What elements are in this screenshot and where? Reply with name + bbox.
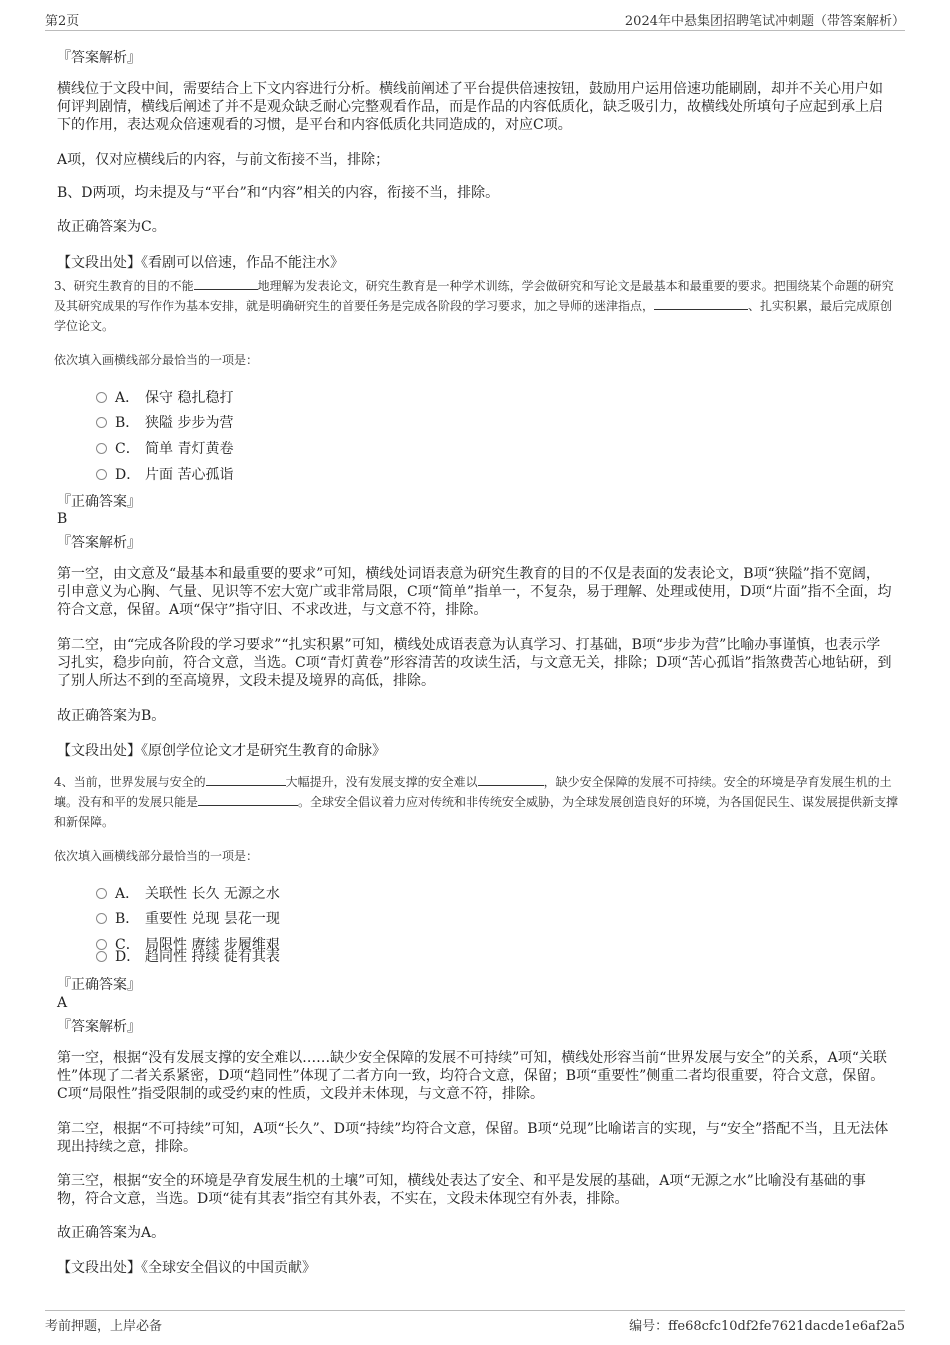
blank-line: [194, 277, 258, 290]
q3-answer-label: 『正确答案』: [57, 494, 141, 510]
q3-source: 【文段出处】《原创学位论文才是研究生教育的命脉》: [57, 743, 386, 759]
q3-prompt: 依次填入画横线部分最恰当的一项是：: [54, 353, 259, 367]
radio-icon[interactable]: [96, 392, 107, 403]
radio-icon[interactable]: [96, 888, 107, 899]
q4-conclusion: 故正确答案为A。: [57, 1225, 166, 1241]
q4-source: 【文段出处】《全球安全倡议的中国贡献》: [57, 1260, 316, 1276]
q3-analysis-para1: 第一空，由文意及“最基本和最重要的要求”可知，横线处词语表意为研究生教育的目的不仅是表面的发表论文，B项“狭隘”指不宽阔，引申意义为心胸、气量、见识等不宏大宽广或非常局限，C项“简单”指单一，不复杂，易于理解、处理或使用，D项“片面”指不全面，均符合文意，保留。A项“保守”指守旧、不求改进，与文意不符，排除。: [57, 566, 892, 618]
q4-answer: A: [57, 995, 68, 1011]
page-number: 第2页: [45, 14, 80, 29]
radio-icon[interactable]: [96, 443, 107, 454]
q2-analysis-para1: 横线位于文段中间，需要结合上下文内容进行分析。横线前阐述了平台提供倍速按钮，鼓励用户运用倍速功能刷剧，却并不关心用户如何评判剧情，横线后阐述了并不是观众缺乏耐心完整观看作品，而是作品的内容低质化，缺乏吸引力，故横线处所填句子应起到承上启下的作用，表达观众倍速观看的习惯，是平台和内容低质化共同造成的，对应C项。: [57, 81, 883, 133]
blank-line: [206, 773, 286, 786]
q4-option-d[interactable]: D． 趋同性 持续 徒有其表: [96, 946, 280, 966]
q2-analysis-para3: B、D两项，均未提及与“平台”和“内容”相关的内容，衔接不当，排除。: [57, 185, 500, 201]
blank-line: [478, 773, 544, 786]
q4-option-a[interactable]: A． 关联性 长久 无源之水: [96, 883, 280, 903]
q3-option-b[interactable]: B． 狭隘 步步为营: [96, 412, 233, 432]
q3-analysis-para2: 第二空，由“完成各阶段的学习要求”“扎实积累”可知，横线处成语表意为认真学习、打基础，B项“步步为营”比喻办事谨慎，也表示学习扎实，稳步向前，符合文意，当选。C项“青灯黄卷”形容清苦的攻读生活，与文意无关，排除；D项“苦心孤诣”指煞费苦心地钻研，到了别人所达不到的至高境界，文段未提及境界的高低，排除。: [57, 637, 892, 689]
radio-icon[interactable]: [96, 951, 107, 962]
blank-line: [198, 793, 298, 806]
q2-source: 【文段出处】《看剧可以倍速，作品不能注水》: [57, 255, 344, 271]
footer-serial: 编号：ffe68cfc10df2fe7621dacde1e6af2a5: [629, 1319, 905, 1334]
radio-icon[interactable]: [96, 417, 107, 428]
q3-option-c[interactable]: C． 简单 青灯黄卷: [96, 438, 233, 458]
q3-analysis-label: 『答案解析』: [57, 535, 141, 551]
q3-option-a[interactable]: A． 保守 稳扎稳打: [96, 387, 233, 407]
q3-answer: B: [57, 511, 68, 527]
q4-analysis-para1: 第一空，根据“没有发展支撑的安全难以……缺少安全保障的发展不可持续”可知，横线处形容当前“世界发展与安全”的关系，A项“关联性”体现了二者关系紧密，D项“趋同性”体现了二者方向一致，均符合文意，保留；B项“重要性”侧重二者均很重要，符合文意，保留。C项“局限性”指受限制的或受约束的性质，文段并未体现，与文意不符，排除。: [57, 1050, 887, 1102]
q4-stem: 4、当前，世界发展与安全的 大幅提升，没有发展支撑的安全难以 ，缺少安全保障的发展不可持续。安全的环境是孕育发展生机的土壤。没有和平的发展只能是 。全球安全倡议着力应对传统和非传统安全威胁，为全球发展创造良好的环境，为各国促民生、谋发展提供新支撑和新保障。: [54, 775, 899, 829]
radio-icon[interactable]: [96, 469, 107, 480]
page-header: [45, 8, 905, 31]
q3-option-d[interactable]: D． 片面 苦心孤诣: [96, 464, 233, 484]
radio-icon[interactable]: [96, 913, 107, 924]
q4-option-c[interactable]: C． 局限性 赓续 步履维艰: [96, 934, 280, 954]
q3-stem: 3、研究生教育的目的不能 地理解为发表论文，研究生教育是一种学术训练，学会做研究和写论文是最基本和最重要的要求。把围绕某个命题的研究及其研究成果的写作作为基本安排，就是明确研究生的首要任务是完成各阶段的学习要求，加之导师的迷津指点， 、扎实积累，最后完成原创学位论文。: [54, 279, 894, 333]
q4-analysis-label: 『答案解析』: [57, 1019, 141, 1035]
q2-analysis-label: 『答案解析』: [57, 50, 141, 66]
q2-conclusion: 故正确答案为C。: [57, 219, 166, 235]
footer-slogan: 考前押题，上岸必备: [45, 1319, 163, 1334]
page-footer: [45, 1310, 905, 1334]
q4-option-b[interactable]: B． 重要性 兑现 昙花一现: [96, 908, 280, 928]
document-title: 2024年中悬集团招聘笔试冲刺题（带答案解析）: [624, 14, 905, 29]
q3-conclusion: 故正确答案为B。: [57, 708, 166, 724]
blank-line: [654, 297, 748, 310]
q4-answer-label: 『正确答案』: [57, 977, 141, 993]
q2-analysis-para2: A项，仅对应横线后的内容，与前文衔接不当，排除；: [57, 152, 390, 168]
q4-analysis-para2: 第二空，根据“不可持续”可知，A项“长久”、D项“持续”均符合文意，保留。B项“兑现”比喻诺言的实现，与“安全”搭配不当，且无法体现出持续之意，排除。: [57, 1121, 889, 1155]
q4-prompt: 依次填入画横线部分最恰当的一项是：: [54, 849, 259, 863]
q4-analysis-para3: 第三空，根据“安全的环境是孕育发展生机的土壤”可知，横线处表达了安全、和平是发展的基础，A项“无源之水”比喻没有基础的事物，符合文意，当选。D项“徒有其表”指空有其外表，不实在，文段未体现空有外表，排除。: [57, 1173, 866, 1207]
